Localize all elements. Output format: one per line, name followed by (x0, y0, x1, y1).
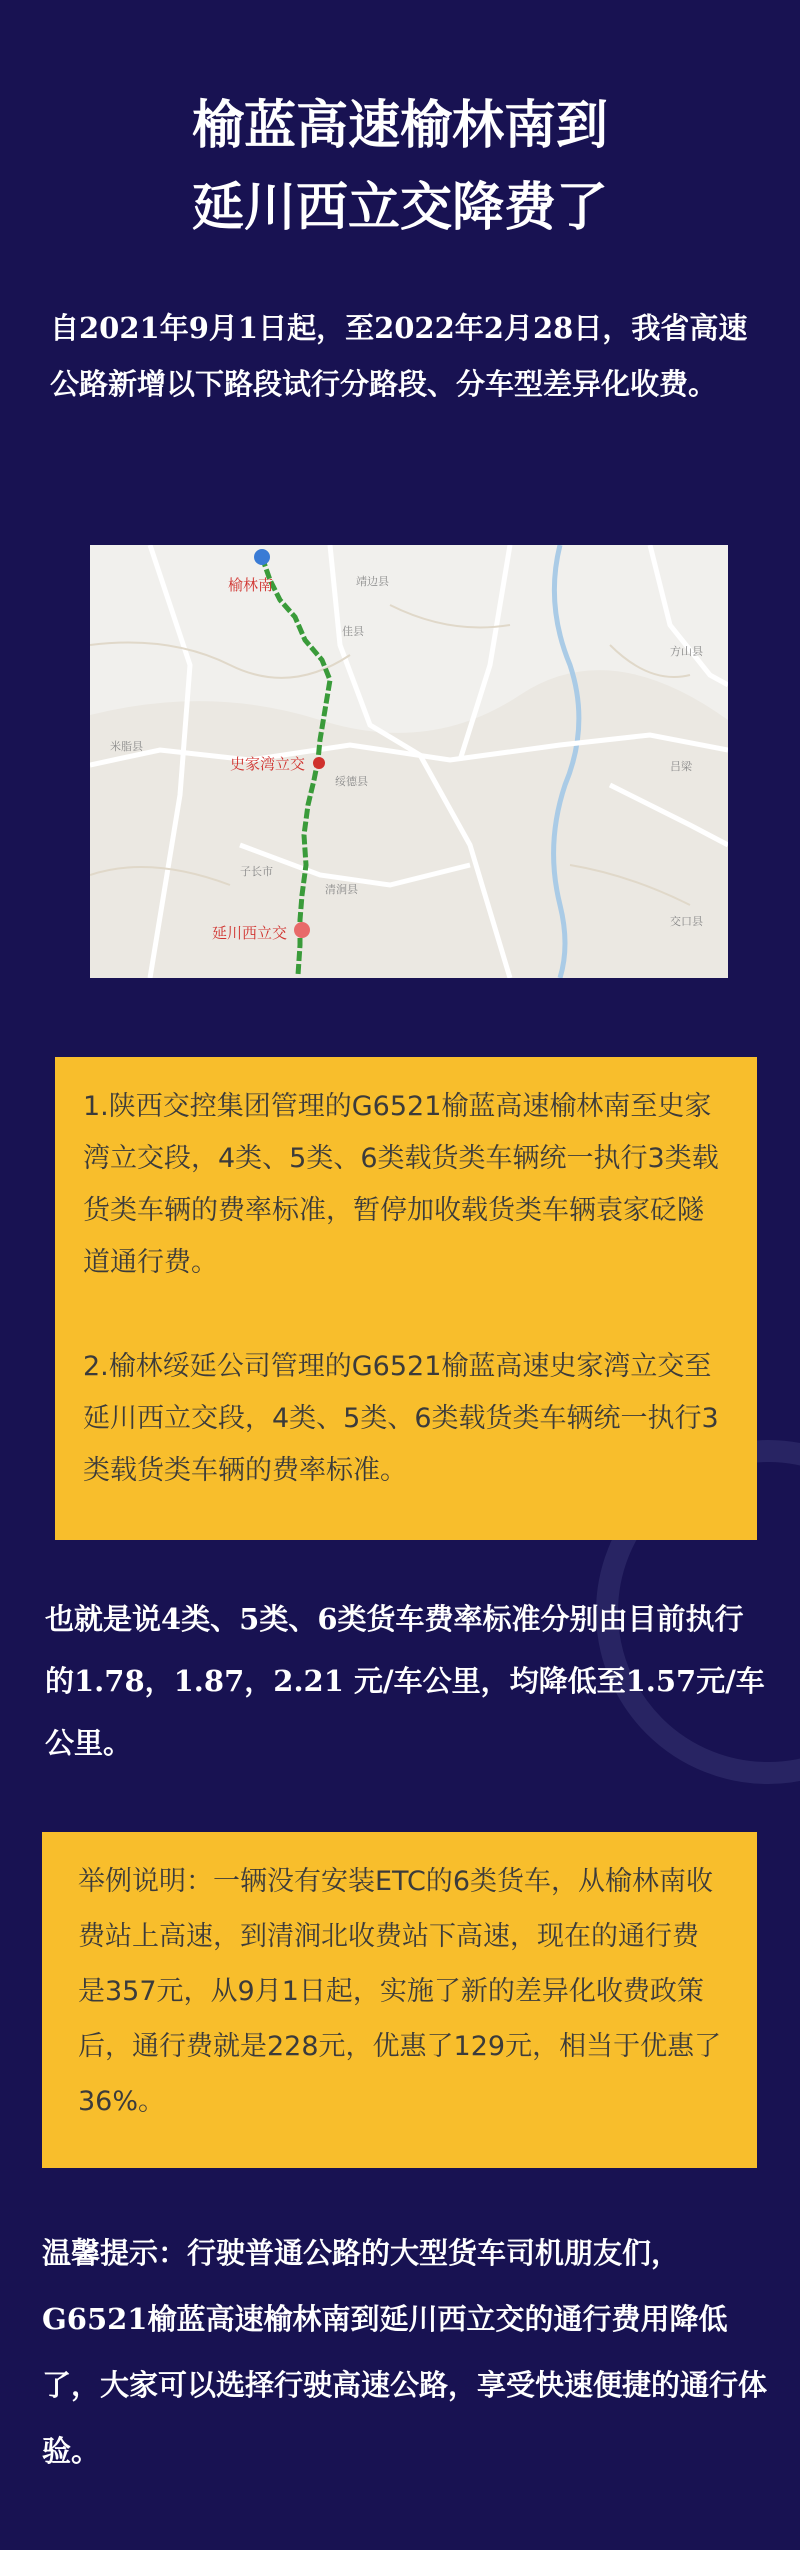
map-label-yanchuanxi: 延川西立交 (212, 925, 288, 942)
map-label-suide: 绥德县 (335, 776, 368, 788)
intro-paragraph: 自2021年9月1日起，至2022年2月28日，我省高速公路新增以下路段试行分路段、分车型差异化收费。 (50, 311, 748, 401)
route-map-canvas (90, 545, 728, 978)
map-label-shijiawan: 史家湾立交 (230, 756, 306, 773)
example-box (42, 1832, 757, 2168)
start-marker (254, 549, 270, 565)
policy-box (55, 1057, 757, 1540)
map-label-jingbian: 靖边县 (356, 576, 389, 588)
page-title (0, 85, 800, 249)
title-line-1: 榆蓝高速榆林南到 (191, 95, 608, 156)
map-label-mizhi: 米脂县 (110, 741, 143, 753)
map-label-jiaxian: 佳县 (342, 626, 364, 638)
map-label-fangshan: 方山县 (670, 646, 703, 658)
map-label-qingjian: 清涧县 (325, 884, 358, 896)
rate-summary: 也就是说4类、5类、6类货车费率标准分别由目前执行的1.78，1.87，2.21 元/车公里，均降低至1.57元/车公里。 (45, 1602, 765, 1760)
map-label-zichang: 子长市 (240, 866, 273, 878)
interchange-marker (313, 757, 325, 769)
policy-paragraph-1: 1.陕西交控集团管理的G6521榆蓝高速榆林南至史家湾立交段，4类、5类、6类载货类车辆统一执行3类载货类车辆的费率标准，暂停加收载货类车辆袁家砭隧道通行费。 (83, 1091, 719, 1278)
end-marker (294, 922, 310, 938)
title-line-2: 延川西立交降费了 (191, 177, 608, 238)
route-map (90, 545, 728, 978)
map-label-jiaokou: 交口县 (670, 916, 703, 928)
map-label-lishi: 吕梁 (670, 761, 692, 773)
policy-paragraph-2: 2.榆林绥延公司管理的G6521榆蓝高速史家湾立交至延川西立交段，4类、5类、6类载货类车辆统一执行3类载货类车辆的费率标准。 (83, 1351, 719, 1486)
example-paragraph: 举例说明：一辆没有安装ETC的6类货车，从榆林南收费站上高速，到清涧北收费站下高速，现在的通行费是357元，从9月1日起，实施了新的差异化收费政策后，通行费就是228元，优惠了129元，相当于优惠了36%。 (78, 1866, 722, 2117)
map-label-yulinnan: 榆林南 (228, 577, 274, 594)
warm-tip: 温馨提示：行驶普通公路的大型货车司机朋友们，G6521榆蓝高速榆林南到延川西立交的通行费用降低了，大家可以选择行驶高速公路，享受快速便捷的通行体验。 (42, 2236, 768, 2468)
